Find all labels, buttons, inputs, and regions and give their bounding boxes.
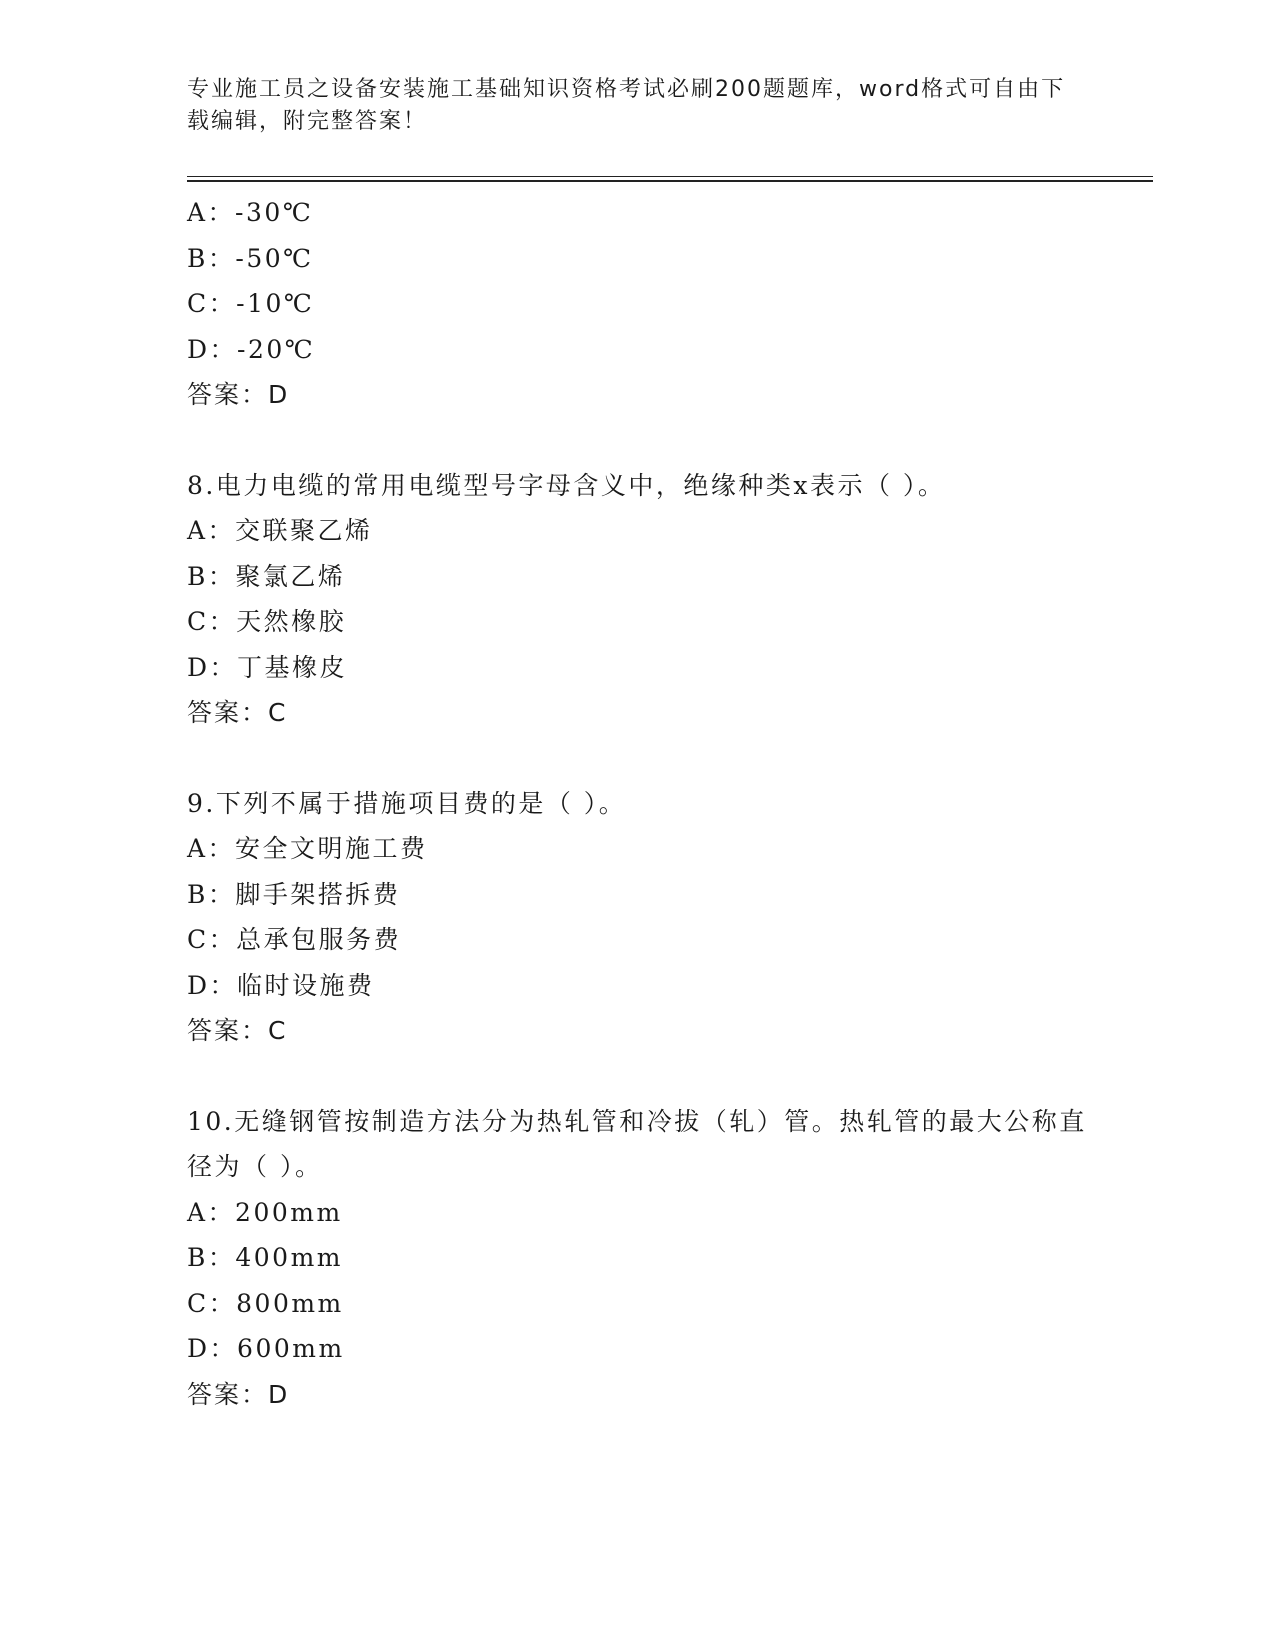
option-d: D：-20℃	[187, 334, 316, 364]
option-c: C：-10℃	[187, 289, 315, 318]
question-stem: 9.下列不属于措施项目费的是（ ）。	[187, 788, 627, 818]
question-10	[187, 1099, 1087, 1418]
option-b: B：聚氯乙烯	[187, 561, 346, 591]
question-9	[187, 781, 1087, 1054]
answer-line: 答案：D	[187, 1379, 290, 1409]
question-7-continuation	[187, 190, 1087, 418]
option-a: A：安全文明施工费	[187, 834, 428, 863]
spacer	[187, 418, 1087, 463]
header-divider-thin	[187, 176, 1153, 177]
option-d: D：临时设施费	[187, 970, 375, 1000]
question-stem: 8.电力电缆的常用电缆型号字母含义中，绝缘种类x表示（ ）。	[187, 470, 946, 500]
option-a: A：200mm	[187, 1197, 343, 1227]
answer-line: 答案：C	[187, 698, 288, 727]
document-header: 专业施工员之设备安装施工基础知识资格考试必刷200题题库，word格式可自由下载编辑，附完整答案！	[187, 77, 1066, 134]
spacer	[187, 1054, 1087, 1099]
option-c: C：总承包服务费	[187, 925, 402, 954]
option-a: A：交联聚乙烯	[187, 516, 373, 545]
option-b: B：脚手架搭拆费	[187, 879, 401, 909]
spacer	[187, 736, 1087, 781]
answer-line: 答案：D	[187, 380, 290, 409]
option-b: B：-50℃	[187, 243, 314, 273]
option-c: C：800mm	[187, 1288, 344, 1318]
header-divider-thick	[187, 180, 1153, 182]
option-d: D：600mm	[187, 1334, 345, 1363]
option-d: D：丁基橡皮	[187, 652, 348, 682]
option-c: C：天然橡胶	[187, 607, 347, 636]
option-b: B：400mm	[187, 1243, 344, 1272]
question-list	[187, 190, 1087, 1417]
option-a: A：-30℃	[187, 198, 314, 227]
question-8	[187, 463, 1087, 736]
answer-line: 答案：C	[187, 1016, 288, 1045]
question-stem: 10.无缝钢管按制造方法分为热轧管和冷拔（轧）管。热轧管的最大公称直径为（ ）。	[187, 1106, 1087, 1181]
